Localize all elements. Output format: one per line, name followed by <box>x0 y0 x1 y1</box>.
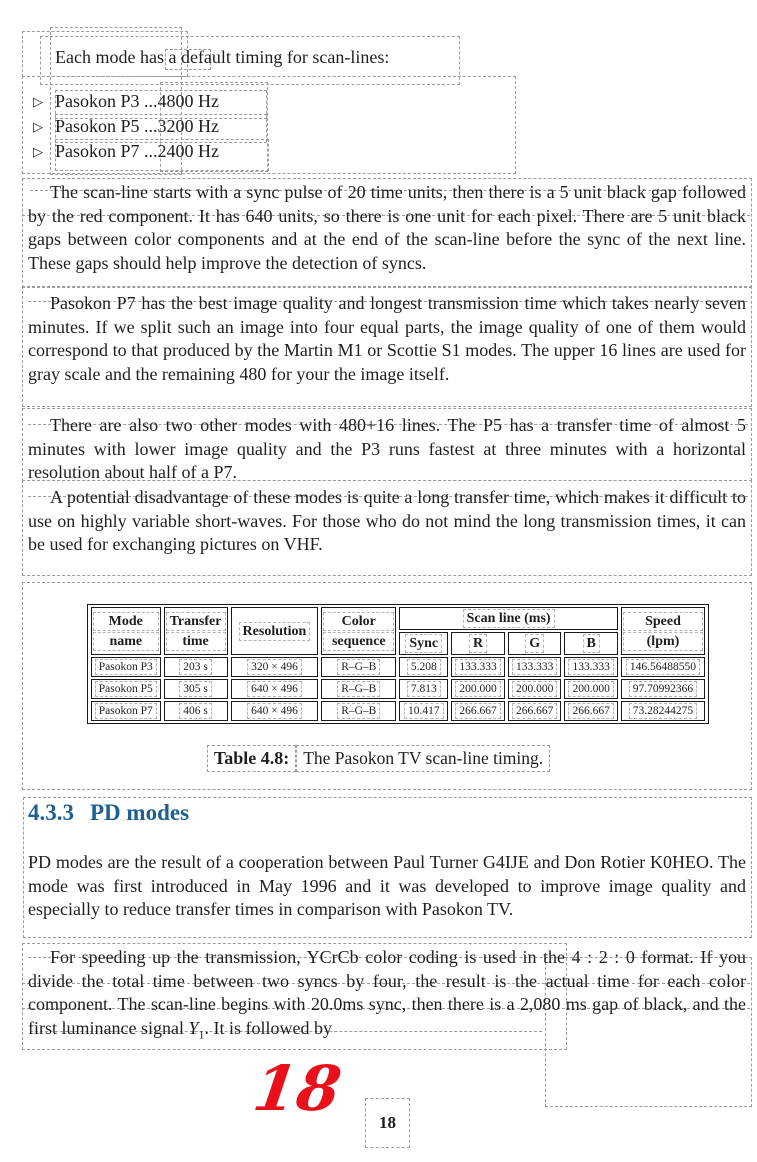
table-caption-text: The Pasokon TV scan-line timing. <box>296 745 550 772</box>
col-header-g: G <box>508 632 562 655</box>
table-caption-label: Table 4.8: <box>213 748 290 768</box>
triangle-bullet-icon: ▷ <box>33 144 43 159</box>
list-item-text: Pasokon P5 ...3200 Hz <box>55 116 220 136</box>
col-header-resolution: Resolution <box>231 607 319 655</box>
col-header-transfer: Transfer time <box>164 607 228 655</box>
chapter-number-stamp: 18 <box>248 1052 346 1125</box>
col-header-mode: Mode name <box>91 607 161 655</box>
paragraph: The scan-line starts with a sync pulse of 20 time units, then there is a 5 unit black gap followed by the red component. It has 640 units, so there is one unit for each pixel. There are 5 unit black gaps between color components and at the end of the scan-line before the sync of the next line. These gaps should help improve the detection of syncs. <box>28 182 746 273</box>
col-header-r: R <box>451 632 505 655</box>
col-header-color: Color sequence <box>321 607 396 655</box>
list-item <box>33 141 219 162</box>
section-title: PD modes <box>90 800 190 825</box>
table-row: Pasokon P7 406 s 640 × 496 R–G–B 10.417 266.667 266.667 266.667 73.28244275 <box>91 701 705 721</box>
section-heading <box>28 800 189 826</box>
page-number: 18 <box>365 1098 410 1148</box>
col-header-sync: Sync <box>399 632 448 655</box>
triangle-bullet-icon: ▷ <box>33 94 43 109</box>
table-row: Pasokon P3 203 s 320 × 496 R–G–B 5.208 133.333 133.333 133.333 146.56488550 <box>91 657 705 677</box>
timing-table <box>87 604 709 724</box>
list-item-text: Pasokon P3 ...4800 Hz <box>55 91 220 111</box>
paragraph: For speeding up the transmission, YCrCb color coding is used in the 4 : 2 : 0 format. If you divide the total time between two syncs by four, the result is the actual time for each color component. The scan-line begins with 20.0ms sync, then there is a 2,080 ms gap of black, and the first luminance signal $Y_1$. It is followed by <box>28 947 746 1042</box>
paragraph: There are also two other modes with 480+16 lines. The P5 has a transfer time of almost 5 minutes with lower image quality and the P3 runs fastest at three minutes with a horizontal resolution about half of a P7. <box>28 415 746 482</box>
math-variable: $Y_1$ <box>188 1017 205 1042</box>
col-header-b: B <box>564 632 618 655</box>
col-header-speed: Speed (lpm) <box>621 607 705 655</box>
intro-sentence: Each mode has a default timing for scan-lines: <box>55 47 390 67</box>
list-item <box>33 116 219 137</box>
table-caption <box>0 745 757 772</box>
triangle-bullet-icon: ▷ <box>33 119 43 134</box>
section-number: 4.3.3 <box>28 800 74 825</box>
list-item-text: Pasokon P7 ...2400 Hz <box>55 141 220 161</box>
col-header-scanline-group: Scan line (ms) <box>399 607 618 630</box>
paragraph: Pasokon P7 has the best image quality and longest transmission time which takes nearly seven minutes. If we split such an image into four equal parts, the image quality of one of them would correspond to that produced by the Martin M1 or Scottie S1 modes. The upper 16 lines are used for gray scale and the remaining 480 for your the image itself. <box>28 293 746 384</box>
list-item <box>33 91 219 112</box>
table-row: Pasokon P5 305 s 640 × 496 R–G–B 7.813 200.000 200.000 200.000 97.70992366 <box>91 679 705 699</box>
paragraph: A potential disadvantage of these modes is quite a long transfer time, which makes it difficult to use on highly variable short-waves. For those who do not mind the long transmission times, it can be used for exchanging pictures on VHF. <box>28 487 746 554</box>
paragraph: PD modes are the result of a cooperation between Paul Turner G4IJE and Don Rotier K0HEO. The mode was first introduced in May 1996 and it was developed to improve image quality and especially to reduce transfer times in comparison with Pasokon TV. <box>28 852 746 919</box>
